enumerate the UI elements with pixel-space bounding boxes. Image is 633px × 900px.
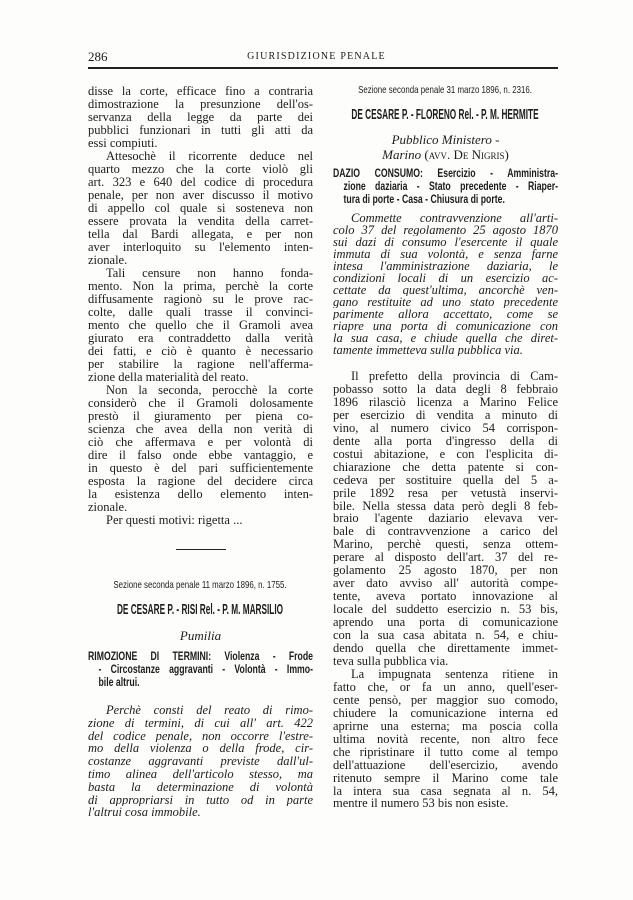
text-line: servanza della legge da parte dei [88,111,313,124]
text-line: di appello col quale si sosteneva non [88,202,313,215]
paragraph [88,85,313,150]
text-line: Marino, perchè questi, senza ottem- [333,538,558,552]
case-2-massima [333,167,558,206]
text-line: esposta la ragione del decidere circa [88,475,313,488]
paragraph [88,514,313,527]
left-column-text [88,85,313,527]
text-line: aprirne una esterna; ma poscia colla [333,719,558,733]
text-line: dimostrazione la presunzione dell'os- [88,98,313,111]
text-line: mento che quello che il Gramoli avea [88,319,313,332]
text-line: mo della violenza o della frode, cir- [88,742,313,756]
text-line: tamente immetteva sulla pubblica via. [333,344,523,356]
text-line: riapre una porta di comunicazione con [333,320,558,332]
text-line: ultima novità recente, non altro fece [333,732,558,746]
text-line: Perchè consti del reato di rimo- [106,704,313,717]
text-line: che ripristinare il tutto come al tempo [333,745,558,759]
text-line: la sua casa, e chiude quella che diret- [333,332,558,344]
text-line: ritenuto sempre il Marino come tale [333,771,558,785]
text-line: zione daziaria - Stato precedente - Riaper- [343,180,558,193]
text-line: teva sulla pubblica via. [333,654,449,668]
paragraph [88,384,313,514]
text-line: vino, al numero civico 54 corrispon- [333,421,558,435]
text-line: costui abitazione, e con l'esplicita di- [333,447,558,461]
text-line: immuta di sua volontà, e senza farne [333,248,558,260]
case-2-party-line-1: Pubblico Ministero - [391,132,500,147]
text-line: zionale. [88,254,128,267]
text-line: 1896 rilasciò licenza a Marino Felice [333,395,558,409]
text-line: sui dazi di consumo l'esercente il quale [333,236,558,248]
text-line: essere provata la vendita della carret- [88,215,313,228]
text-line: Per questi motivi: rigetta ... [106,514,243,527]
text-line: scienza che avea della non verità di [88,423,313,436]
text-line: Il prefetto della provincia di Cam- [351,370,558,383]
text-line: prile 1892 resa per vetustà inservi- [333,486,558,500]
case-2-party [333,132,558,162]
text-line: Tali censure non hanno fonda- [106,267,313,280]
text-line: dendo quella che direttamente immet- [333,642,558,655]
text-line: timo alinea dell'articolo stesso, ma [88,767,313,781]
paragraph [88,150,313,267]
text-line: dei fatti, e ciò è quanto è necessario [88,345,313,358]
text-line: intesa l'amministrazione daziaria, le [333,260,558,272]
paragraph [333,668,558,810]
text-line: ciò che affermava e per volontà di [88,436,313,449]
text-line: bale di contravvenzione a carico del [333,525,558,539]
section-separator [176,549,226,550]
case-2-body [333,370,558,810]
text-line: tella dal Bardi allegata, e per non [88,228,313,241]
text-line: quarto mezzo che la corte violò gli [88,163,313,176]
text-line: pubblici funzionari in tutti gli atti da [88,124,313,137]
case-2-section: Sezione seconda penale 31 marzo 1896, n. 2316. [358,84,532,96]
text-line: zione della materialità del reato. [88,371,249,384]
text-line: prestò il giuramento per piena co- [88,410,313,423]
running-title: GIURISDIZIONE PENALE [247,51,386,62]
case-1-party: Pumilia [179,628,222,643]
text-line: Attesochè il ricorrente deduce nel [106,150,313,163]
text-line: braio l'agente daziario elevava ver- [333,512,558,526]
text-line: locale del suddetto esercizio n. 53 bis, [333,603,558,617]
text-line: tura di porte - Casa - Chiusura di porte. [343,193,505,206]
text-line: mento. Non la prima, perchè la corte [88,280,313,293]
text-line: bile altrui. [98,676,140,689]
page-number: 286 [88,49,108,64]
text-line: costanze aggravanti previste dall'ul- [88,755,313,768]
text-line: fatto che, or fa un anno, quell'eser- [333,680,558,694]
text-line: tente, aveva portato innovazione al [333,590,558,604]
text-line: considerò che il Gramoli dolosamente [88,397,313,410]
paragraph [333,370,558,668]
text-line: colo 37 del regolamento 25 agosto 1870 [333,224,558,236]
text-line: la intera sua casa segnata al n. 54, [333,784,558,798]
text-line: mentre il numero 53 bis non esiste. [333,797,509,811]
case-2-defendant: Marino [382,147,422,162]
text-line: golamento 25 agosto 1870, per non [333,564,558,578]
paragraph [88,267,313,384]
case-2-party-line-2 [333,147,558,162]
text-line: dire il falso onde ebbe vantaggio, e [88,449,313,462]
text-line: cedeva per sostituire quella del 5 a- [333,473,558,487]
text-line: aprendo una porta di comunicazione [333,616,558,630]
text-line: DAZIO CONSUMO: Esercizio - Amministra- [333,167,558,180]
text-line: Non la seconda, perocchè la corte [106,384,313,397]
text-line: La impugnata sentenza ritiene in [351,667,558,681]
text-line: chiudere la comunicazione interna ed [333,706,558,720]
text-line: gano restituite ad uno stato precedente [333,296,558,308]
case-2-summary [333,212,558,356]
text-line: - Circostanze aggravanti - Volontà - Immo- [98,663,313,676]
text-line: con la sua casa abitata n. 54, e chiu- [333,629,558,643]
text-line: diffusamente ragionò su le prove rac- [88,293,313,306]
case-2-counsel: (avv. De Nigris) [424,147,509,162]
text-line: chiarazione che detta patente si con- [333,460,558,474]
text-line: per esercizio di vendita a minuto di [333,408,558,422]
text-line: colte, dalle quali trasse il convinci- [88,306,313,319]
text-line: aver dato avviso all' autorità compe- [333,577,558,591]
text-line: bile. Nella stessa data però degli 8 feb- [333,499,558,513]
text-line: dente alla porta d'ingresso della di [333,434,558,448]
text-line: cettate da quest'ultima, ancorchè ven- [333,284,558,296]
text-line: dell'attuazione dell'esercizio, avendo [333,758,558,772]
text-line: per stabilire la ragione nell'afferma- [88,358,313,371]
text-line: la esistenza dello elemento inten- [88,488,313,501]
text-line: penale, per non aver discusso il motivo [88,189,313,202]
case-1-massima [88,650,313,689]
text-line: essi compiuti. [88,137,158,150]
case-1-summary [88,704,313,819]
text-line: zionale. [88,501,128,514]
text-line: RIMOZIONE DI TERMINI: Violenza - Frode [88,650,313,663]
case-1-section: Sezione seconda penale 11 marzo 1896, n. 1755. [113,579,287,591]
text-line: perare al disposto dell'art. 37 del re- [333,551,558,565]
text-line: aver interloquito su l'elemento inten- [88,241,313,254]
header-rule [88,67,558,69]
text-line: in questo è del pari sufficientemente [88,462,313,475]
text-line: basta la determinazione di volontà [88,780,313,794]
text-line: Commette contravvenzione all'arti- [351,212,558,224]
text-line: di appropriarsi in tutto od in parte [88,793,313,807]
text-line: parimente allora accettato, come se [333,308,558,320]
text-line: cente pensò, per maggior suo comodo, [333,693,558,707]
case-2-judges: DE CESARE P. - FLORENO Rel. - P. M. HERMITE [351,106,539,123]
text-line: art. 323 e 640 del codice di procedura [88,176,313,189]
text-line: giurato era contraddetto dalla verità [88,332,313,345]
case-1-judges: DE CESARE P. - RISI Rel. - P. M. MARSILIO [116,601,284,618]
text-line: zione di termini, di cui all' art. 422 [88,716,313,730]
text-line: pobasso sotto la data degli 8 febbraio [333,382,558,396]
text-line: disse la corte, efficace fino a contraria [88,85,313,98]
text-line: condizioni locali di un esercizio ac- [333,272,558,284]
text-line: del codice penale, non occorre l'estre- [88,729,313,743]
text-line: l'altrui cosa immobile. [88,806,201,820]
